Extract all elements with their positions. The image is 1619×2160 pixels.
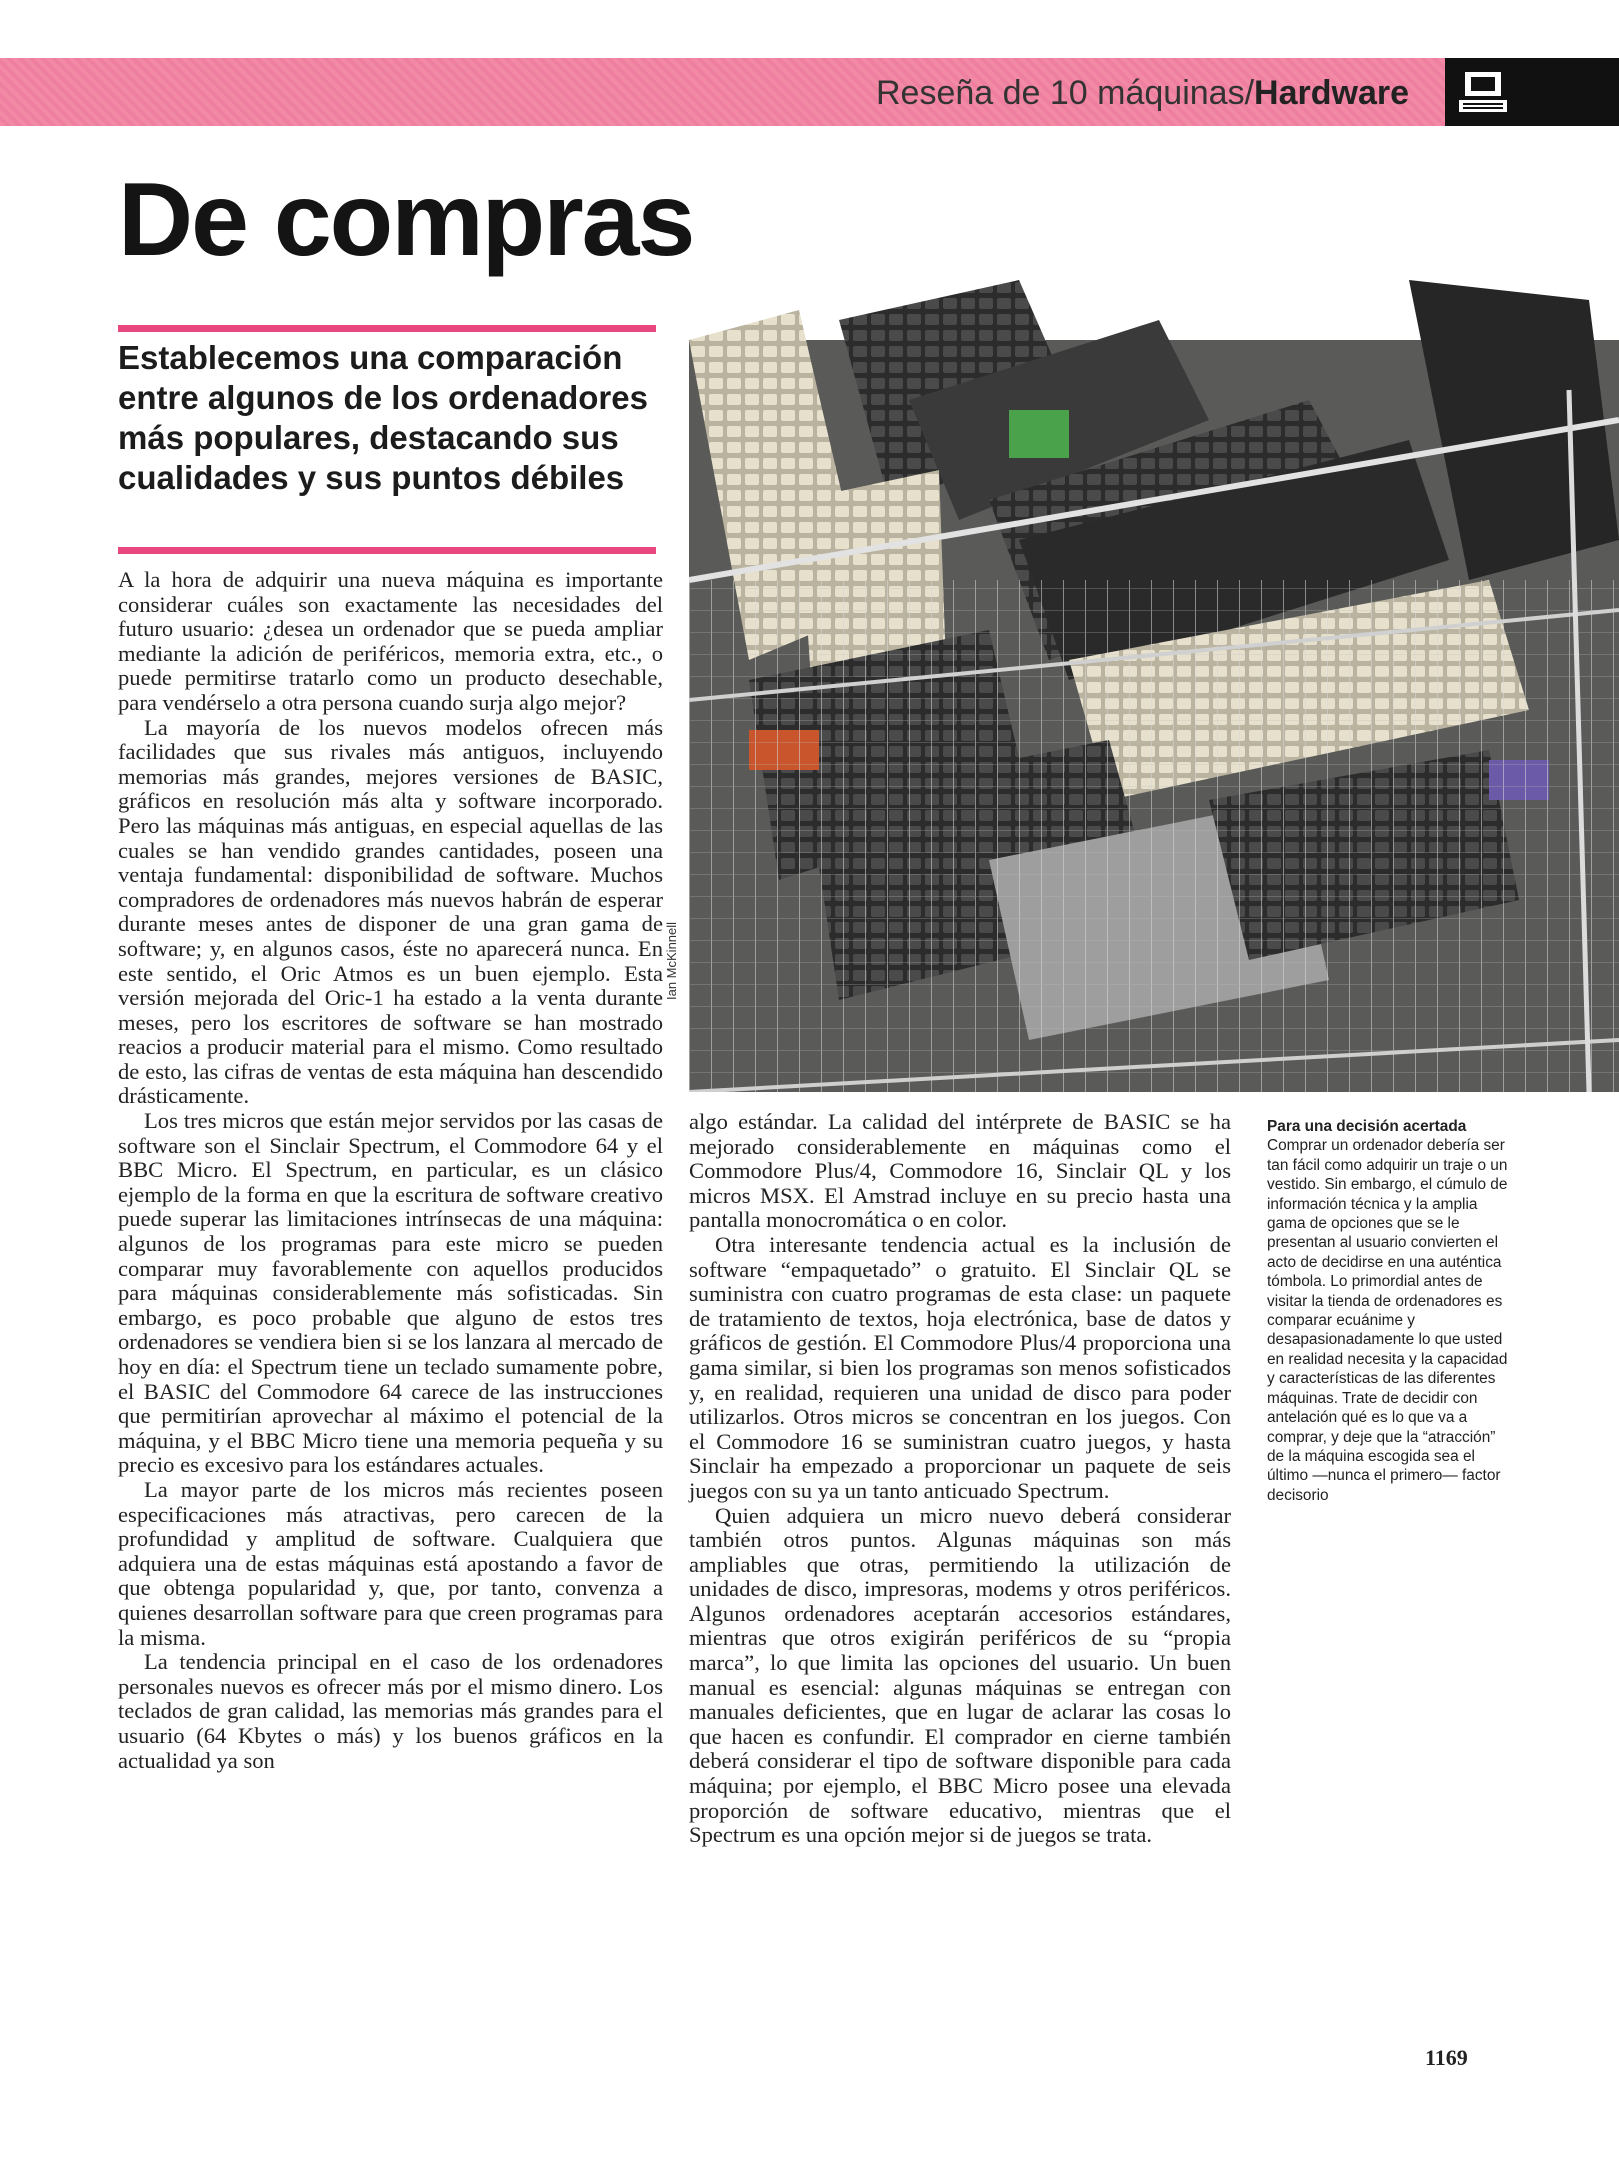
subtitle-rule-top — [118, 325, 656, 332]
section-header — [876, 64, 1409, 122]
computer-icon — [1445, 62, 1517, 122]
article-column-2 — [689, 1110, 1231, 1848]
page-title: De compras — [118, 162, 694, 278]
article-column-1 — [118, 568, 663, 1773]
page-number: 1169 — [1425, 2045, 1468, 2070]
paragraph: La mayoría de los nuevos modelos ofrecen más facilidades que sus rivales más antiguos, incluyendo memorias más grandes, mejores versiones de BASIC, gráficos en resolución más alta y software incorporado. Pero las máquinas más antiguas, en especial aquellas de las cuales se han vendido grandes cantidades, poseen una ventaja fundamental: disponibilidad de software. Muchos compradores de ordenadores más nuevos habrán de esperar durante meses antes de disponer de una gran gama de software; y, en algunos casos, éste no aparecerá nunca. En este sentido, el Oric Atmos es un buen ejemplo. Esta versión mejorada del Oric-1 ha estado a la venta durante meses, pero los escritores de software se han mostrado reacios a producir material para el mismo. Como resultado de esto, las cifras de ventas de esta máquina han descendido drásticamente. — [118, 714, 663, 1109]
caption-text: Comprar un ordenador debería ser tan fácil como adquirir un traje o un vestido. Sin embargo, el cúmulo de información técnica y la amplia gama de opciones que se le presentan al usuario convierten el acto de decidirse en una auténtica tómbola. Lo primordial antes de visitar la tienda de ordenadores es comparar ecuánime y desapasionadamente lo que usted en realidad necesita y la capacidad y características de las diferentes máquinas. Trate de decidir con antelación qué es lo que va a comprar, y deje que la “atracción” de la máquina escogida sea el último —nunca el primero— factor decisorio — [1267, 1137, 1508, 1504]
photo-caption — [1267, 1117, 1513, 1505]
subtitle: Establecemos una comparación entre algunos de los ordenadores más populares, destacando sus cualidades y sus puntos débiles — [118, 339, 648, 496]
paragraph: La tendencia principal en el caso de los ordenadores personales nuevos es ofrecer más por el mismo dinero. Los teclados de gran calidad, las memorias más grandes para el usuario (64 Kbytes o más) y los buenos gráficos en la actualidad ya son — [118, 1649, 663, 1773]
paragraph: La mayor parte de los micros más recientes poseen especificaciones más atractivas, pero carecen de la profundidad y amplitud de software. Cualquiera que adquiera una de estas máquinas está apostando a favor de que obtenga popularidad y, que, por tanto, convenza a quienes desarrollan software para que creen programas para la misma. — [118, 1476, 663, 1650]
section-name: Reseña de 10 máquinas/ — [875, 74, 1255, 112]
paragraph: Otra interesante tendencia actual es la inclusión de software “empaquetado” o gratuito. El Sinclair QL se suministra con cuatro programas de esta clase: un paquete de tratamiento de textos, hoja electrónica, base de datos y gráficos de gestión. El Commodore Plus/4 proporciona una gama similar, si bien los programas son menos sofisticados y, en realidad, requieren una unidad de disco para poder utilizarlos. Otros micros se concentran en los juegos. Con el Commodore 16 se suministran cuatro juegos, y hasta Sinclair ha empezado a proporcionar un paquete de seis juegos con su ya un tanto anticuado Spectrum. — [689, 1231, 1231, 1503]
paragraph: Quien adquiera un micro nuevo deberá considerar también otros puntos. Algunas máquinas son más ampliables que otras, permitiendo la utilización de unidades de disco, impresoras, modems y otros periféricos. Algunos ordenadores aceptarán accesorios estándares, mientras que otros exigirán periféricos de su “propia marca”, lo que limita las opciones del usuario. Un buen manual es esencial: algunas máquinas se entregan con manuales deficientes, que en lugar de aclarar las cosas lo que hacen es confundir. El comprador en cierne también deberá considerar el tipo de software disponible para cada máquina; por ejemplo, el BBC Micro posee una elevada proporción de software educativo, mientras que el Spectrum es una opción mejor si de juegos se trata. — [689, 1502, 1231, 1848]
shopping-cart-photo — [689, 280, 1619, 1092]
photo-credit: Ian McKinnell — [664, 921, 679, 1000]
caption-title: Para una decisión acertada — [1267, 1118, 1467, 1135]
paragraph: algo estándar. La calidad del intérprete de BASIC se ha mejorado considerablemente en máquinas como el Commodore Plus/4, Commodore 16, Sinclair QL y los micros MSX. El Amstrad incluye en su precio hasta una pantalla monocromática o en color. — [689, 1109, 1231, 1233]
paragraph: Los tres micros que están mejor servidos por las casas de software son el Sinclair Spectrum, el Commodore 64 y el BBC Micro. El Spectrum, en particular, es un clásico ejemplo de la forma en que la escritura de software creativo puede superar las limitaciones intrínsecas de una máquina: algunos de los programas para este micro se pueden comparar muy favorablemente con aquellos producidos para máquinas considerablemente más sofisticadas. Sin embargo, es poco probable que alguno de estos tres ordenadores se vendiera bien si se los lanzara al mercado de hoy en día: el Spectrum tiene un teclado sumamente pobre, el BASIC del Commodore 64 carece de las instrucciones que permitirían aprovechar al máximo el potencial de la máquina, y el BBC Micro tiene una memoria pequeña y su precio es excesivo para los estándares actuales. — [118, 1108, 663, 1478]
subtitle-rule-bottom — [118, 547, 656, 554]
paragraph: A la hora de adquirir una nueva máquina es importante considerar cuáles son exactamente las necesidades del futuro usuario: ¿desea un ordenador que se pueda ampliar mediante la adición de periféricos, memoria extra, etc., o puede permitirse tratarlo como un producto desechable, para vendérselo a otra persona cuando surja algo mejor? — [118, 567, 663, 715]
section-category: Hardware — [1254, 74, 1409, 112]
